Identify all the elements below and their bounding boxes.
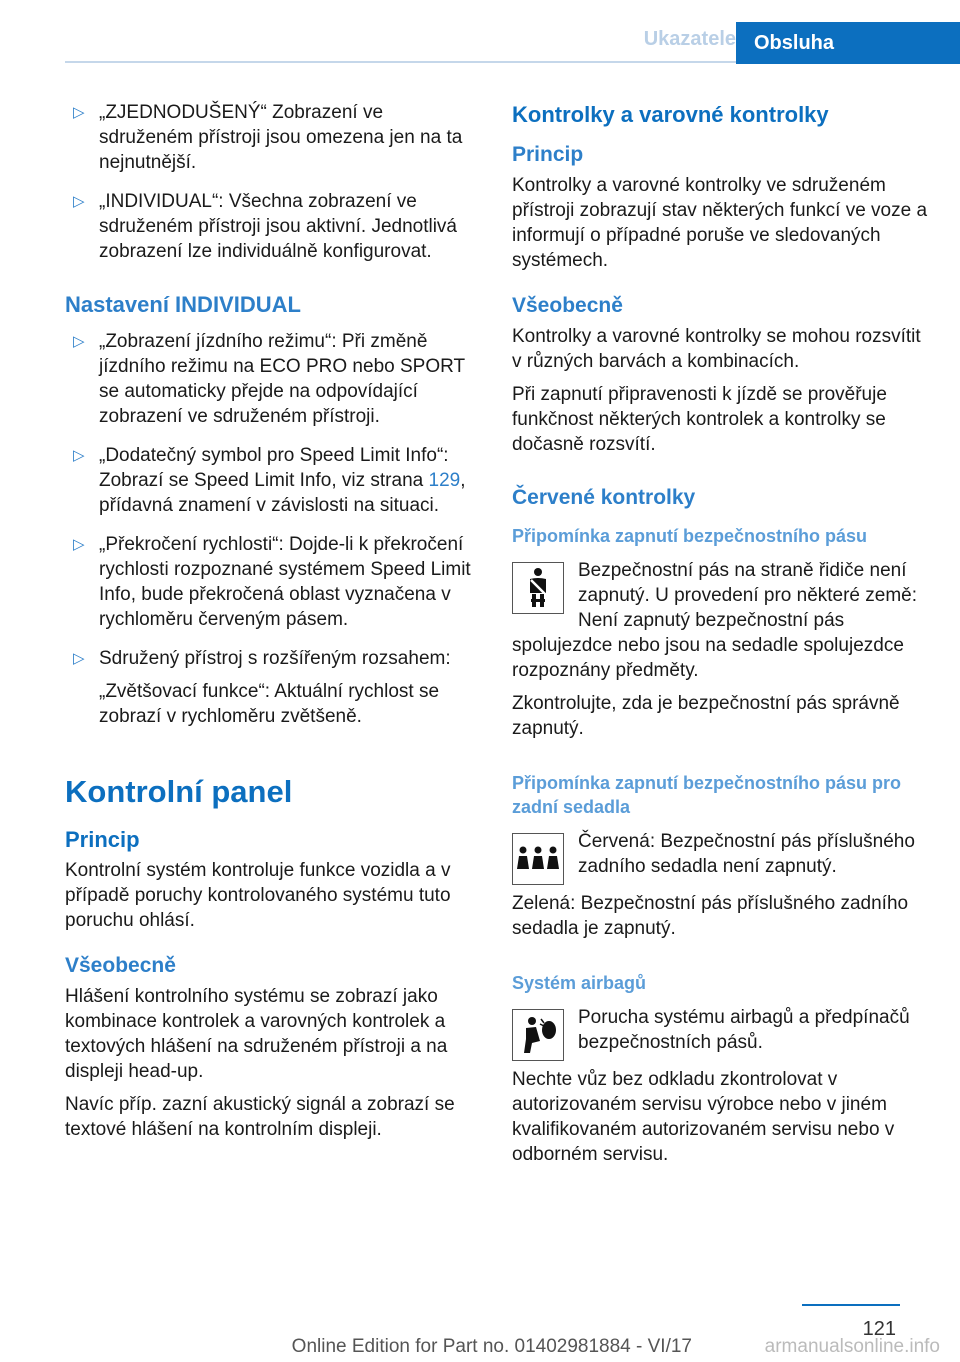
paragraph: Bezpečnostní pás na straně řidiče není zapnutý. U provedení pro některé země: Není zapnutý bezpečnostní pás spolujezdce nebo jsou na sedadle spolujezdce rozpoznány předměty. xyxy=(512,560,918,681)
page-number: 121 xyxy=(862,1318,896,1340)
triangle-bullet-icon: ▷ xyxy=(73,104,85,121)
triangle-bullet-icon: ▷ xyxy=(73,650,85,667)
section-heading-vseobecne: Všeobecně xyxy=(512,294,623,317)
paragraph: Zkontrolujte, zda je bezpečnostní pás správně zapnutý. xyxy=(512,693,900,739)
chapter-title: Kontrolní panel xyxy=(65,774,293,809)
list-item xyxy=(65,532,475,632)
triangle-bullet-icon: ▷ xyxy=(73,447,85,464)
subheading-rear-seatbelt: Připomínka zapnutí bezpečnostního pásu pro zadní sedadla xyxy=(512,773,902,817)
triangle-bullet-icon: ▷ xyxy=(73,536,85,553)
bullet-text: Sdružený přístroj s rozšířeným rozsahem: xyxy=(99,648,451,669)
list-item xyxy=(65,646,475,729)
footer-rule xyxy=(802,1304,900,1306)
list-item xyxy=(65,329,475,429)
paragraph: Navíc příp. zazní akustický signál a zobrazí se textové hlášení na kontrolním displeji. xyxy=(65,1094,455,1140)
rear-seatbelt-icon xyxy=(512,833,564,885)
paragraph: Při zapnutí připravenosti k jízdě se prověřuje funkčnost některých kontrolek a kontrolky se dočasně rozsvítí. xyxy=(512,384,887,455)
tab-obsluha[interactable]: Obsluha xyxy=(736,22,960,64)
bullet-text-before: „Dodatečný symbol pro Speed Limit Info“: Zobrazí se Speed Limit Info, viz strana xyxy=(99,445,449,491)
page-link[interactable]: 129 xyxy=(428,470,461,491)
bullet-extra-text: „Zvětšovací funkce“: Aktuální rychlost se zobrazí v rychloměru zvětšeně. xyxy=(99,681,440,727)
left-column xyxy=(65,100,475,1150)
section-heading-nastaveni: Nastavení INDIVIDUAL xyxy=(65,292,301,317)
triangle-bullet-icon: ▷ xyxy=(73,193,85,210)
edition-text: Online Edition for Part no. 01402981884 - VI/17 xyxy=(291,1336,692,1357)
paragraph: Hlášení kontrolního systému se zobrazí jako kombinace kontrolek a varovných kontrolek a textových hlášení na sdruženém přístroji a na displeji head-up. xyxy=(65,986,448,1082)
bullet-text: „INDIVIDUAL“: Všechna zobrazení ve sdruženém přístroji jsou aktivní. Jednotlivá zobrazení lze individuálně konfigurovat. xyxy=(99,191,457,262)
subheading-seatbelt: Připomínka zapnutí bezpečnostního pásu xyxy=(512,526,868,546)
airbag-icon xyxy=(512,1009,564,1061)
seatbelt-icon xyxy=(512,562,564,614)
paragraph: Nechte vůz bez odkladu zkontrolovat v autorizovaném servisu výrobce nebo v jiném kvalifikovaném autorizovaném servisu nebo v odborném servisu. xyxy=(512,1069,895,1165)
bullet-text: „ZJEDNODUŠENÝ“ Zobrazení ve sdruženém přístroji jsou omezena jen na ta nejnutnější. xyxy=(99,102,463,173)
right-column xyxy=(512,100,932,1175)
paragraph: Kontrolky a varovné kontrolky ve sdruženém přístroji zobrazují stav některých funkcí ve voze a informují o případné poruše ve sledovaných systémech. xyxy=(512,175,928,271)
section-heading-cervene: Červené kontrolky xyxy=(512,486,696,509)
paragraph: Porucha systému airbagů a předpínačů bezpečnostních pásů. xyxy=(578,1007,910,1053)
section-heading-vseobecne: Všeobecně xyxy=(65,954,176,977)
section-heading-princip: Princip xyxy=(65,827,140,852)
bullet-text-after: , přídavná znamení v závislosti na situaci. xyxy=(99,470,466,516)
subheading-airbag: Systém airbagů xyxy=(512,973,647,993)
bullet-text: „Překročení rychlosti“: Dojde-li k překročení rychlosti rozpoznané systémem Speed Limit Info, bude překročená oblast vyznačena v rychloměru červeným pásem. xyxy=(99,534,471,630)
paragraph: Červená: Bezpečnostní pás příslušného zadního sedadla není zapnutý. xyxy=(578,831,915,877)
bullet-text: „Zobrazení jízdního režimu“: Při změně jízdního režimu na ECO PRO nebo SPORT se automaticky přejde na odpovídající zobrazení ve sdruženém přístroji. xyxy=(99,331,465,427)
triangle-bullet-icon: ▷ xyxy=(73,333,85,350)
list-item xyxy=(65,443,475,518)
paragraph: Zelená: Bezpečnostní pás příslušného zadního sedadla je zapnutý. xyxy=(512,893,909,939)
tab-ukazatele[interactable]: Ukazatele xyxy=(643,28,736,50)
paragraph: Kontrolní systém kontroluje funkce vozidla a v případě poruchy kontrolovaného systému tuto poruchu ohlásí. xyxy=(65,860,451,931)
section-title: Kontrolky a varovné kontrolky xyxy=(512,102,829,127)
list-item xyxy=(65,100,475,175)
paragraph: Kontrolky a varovné kontrolky se mohou rozsvítit v různých barvách a kombinacích. xyxy=(512,326,921,372)
watermark: armanualsonline.info xyxy=(764,1336,940,1357)
list-item xyxy=(65,189,475,264)
section-heading-princip: Princip xyxy=(512,143,584,166)
